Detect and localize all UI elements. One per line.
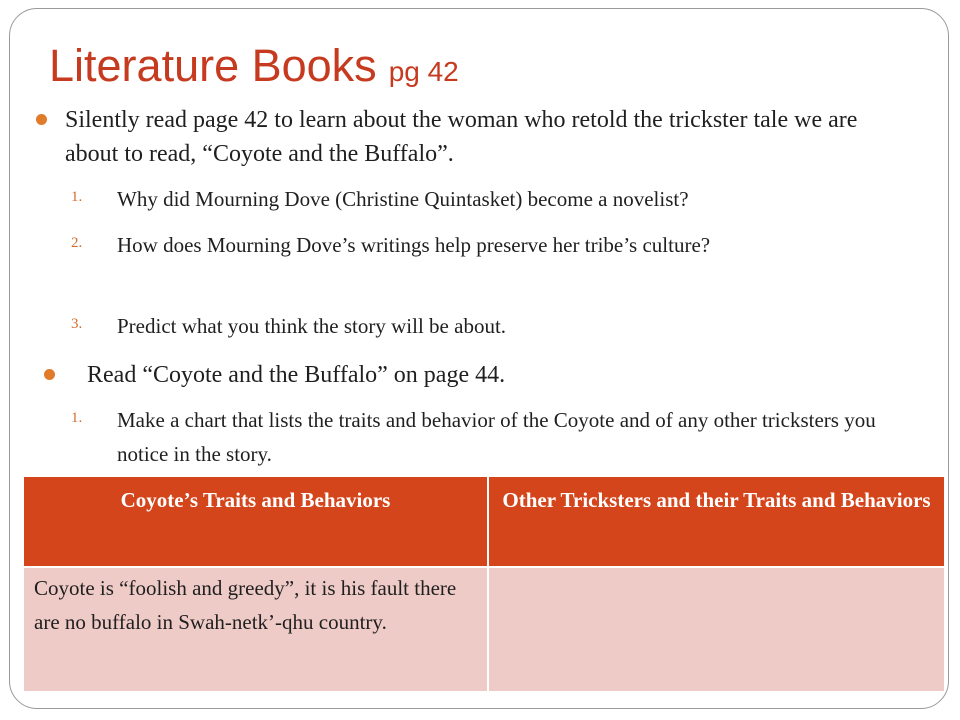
bullet-dot-icon (44, 369, 55, 380)
list-item: Predict what you think the story will be about. (117, 314, 507, 338)
table-header-cell: Other Tricksters and their Traits and Behaviors (488, 477, 944, 567)
table-row (24, 567, 944, 691)
bullet-item (44, 358, 924, 392)
table-header-row (24, 477, 944, 567)
table-cell (488, 567, 944, 691)
bullet-text: Read “Coyote and the Buffalo” on page 44. (87, 362, 506, 388)
title-text: Literature Books (49, 40, 377, 91)
bullet-dot-icon (36, 114, 47, 125)
table-header-cell: Coyote’s Traits and Behaviors (24, 477, 488, 567)
slide-title (49, 36, 459, 102)
traits-table (24, 477, 944, 691)
bullet-text: Silently read page 42 to learn about the woman who retold the trickster tale we are about to read, “Coyote and the Buffalo”. (65, 107, 858, 167)
list-number: 2. (71, 235, 83, 251)
list-item: How does Mourning Dove’s writings help preserve her tribe’s culture? (117, 233, 711, 257)
list-item: Why did Mourning Dove (Christine Quintasket) become a novelist? (117, 187, 689, 211)
table-cell: Coyote is “foolish and greedy”, it is his fault there are no buffalo in Swah-netk’-qhu country. (24, 567, 488, 691)
list-number: 3. (71, 316, 83, 332)
list-item: Make a chart that lists the traits and behavior of the Coyote and of any other tricksters you notice in the story. (117, 408, 876, 466)
title-page-ref: pg 42 (388, 56, 459, 87)
list-number: 1. (71, 189, 83, 205)
list-number: 1. (71, 410, 83, 426)
bullet-item (36, 103, 916, 171)
